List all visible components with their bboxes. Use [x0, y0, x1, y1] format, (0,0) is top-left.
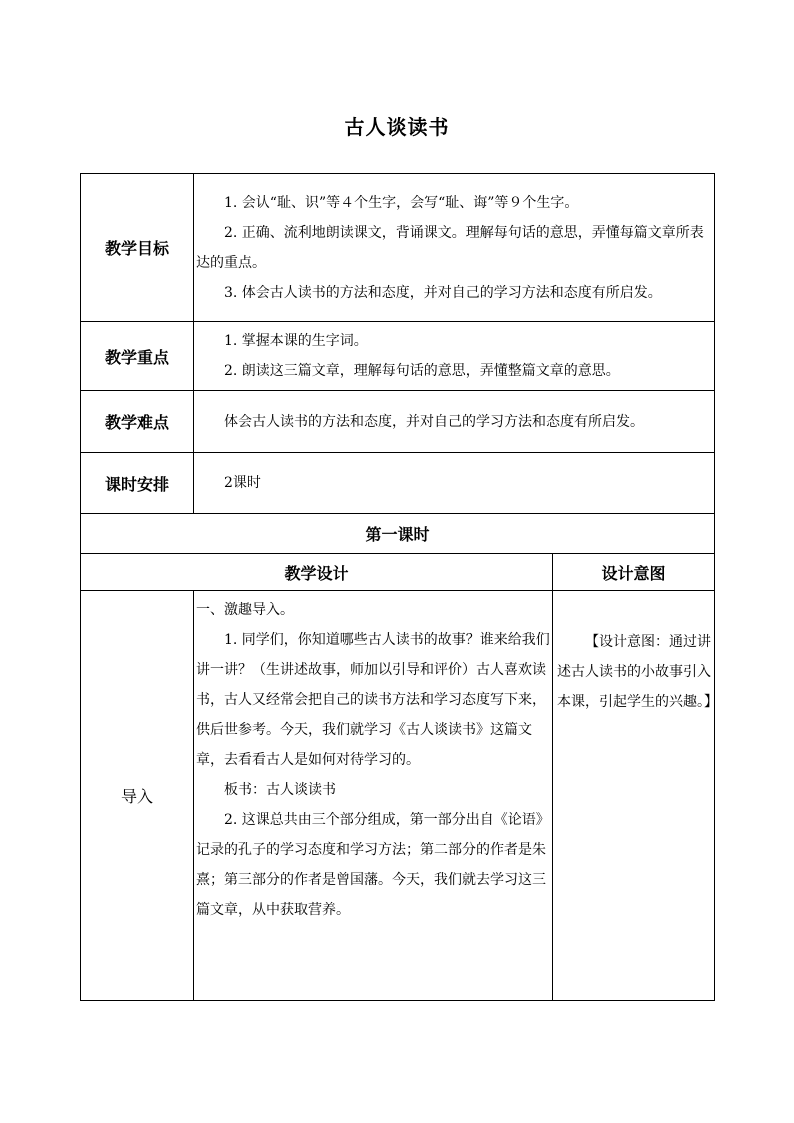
lesson-heading-row: [81, 514, 715, 554]
schedule-row: [81, 453, 715, 514]
schedule-text: 2课时: [224, 475, 261, 491]
intro-content: [194, 591, 553, 1001]
key-points-content: [194, 322, 715, 391]
key-points-label: 教学重点: [81, 322, 194, 391]
difficulties-label: 教学难点: [81, 391, 194, 453]
goals-row: [81, 174, 715, 322]
intro-label: 导入: [81, 591, 194, 1001]
intro-paragraph: 板书：古人谈读书: [224, 782, 336, 798]
goals-content: [194, 174, 715, 322]
intro-paragraph: 2. 这课总共由三个部分组成，第一部分出自《论语》记录的孔子的学习态度和学习方法；第二部分的作者是朱熹；第三部分的作者是曾国藩。今天，我们就去学习这三篇文章，从中获取营养。: [196, 812, 550, 918]
difficulties-text: 体会古人读书的方法和态度，并对自己的学习方法和态度有所启发。: [224, 413, 644, 430]
key-points-row: [81, 322, 715, 391]
lesson-plan-table: [80, 173, 718, 1001]
difficulties-row: [81, 391, 715, 453]
difficulties-content: [194, 391, 715, 453]
schedule-label: 课时安排: [81, 453, 194, 514]
key-points-item: 1. 掌握本课的生字词。: [224, 333, 368, 349]
intro-paragraph: 一、激趣导入。: [196, 602, 294, 618]
column-header-row: [81, 554, 715, 591]
key-points-item: 2. 朗读这三篇文章，理解每句话的意思，弄懂整篇文章的意思。: [224, 363, 620, 379]
design-column-header: 教学设计: [81, 554, 553, 591]
intro-intent: [553, 591, 718, 1001]
page-title: 古人谈读书: [344, 115, 450, 139]
goals-label: 教学目标: [81, 174, 194, 322]
schedule-content: [194, 453, 715, 514]
goals-item: 1. 会认“耻、识”等４个生字，会写“耻、诲”等９个生字。: [224, 194, 579, 211]
goals-item: 3. 体会古人读书的方法和态度，并对自己的学习方法和态度有所启发。: [224, 284, 662, 301]
intro-paragraph: 1. 同学们，你知道哪些古人读书的故事？谁来给我们讲一讲？（生讲述故事，师加以引导和评价）古人喜欢读书，古人又经常会把自己的读书方法和学习态度写下来，供后世参考。今天，我们就学习《古人谈读书》这篇文章，去看看古人是如何对待学习的。: [196, 632, 550, 768]
intent-column-header: 设计意图: [553, 554, 715, 591]
goals-item: 2. 正确、流利地朗读课文，背诵课文。理解每句话的意思，弄懂每篇文章所表达的重点。: [196, 224, 704, 271]
lesson-heading: 第一课时: [81, 514, 715, 554]
intro-row: [81, 591, 715, 1001]
intro-intent-text: 【设计意图：通过讲述古人读书的小故事引入本课，引起学生的兴趣。】: [557, 634, 718, 710]
